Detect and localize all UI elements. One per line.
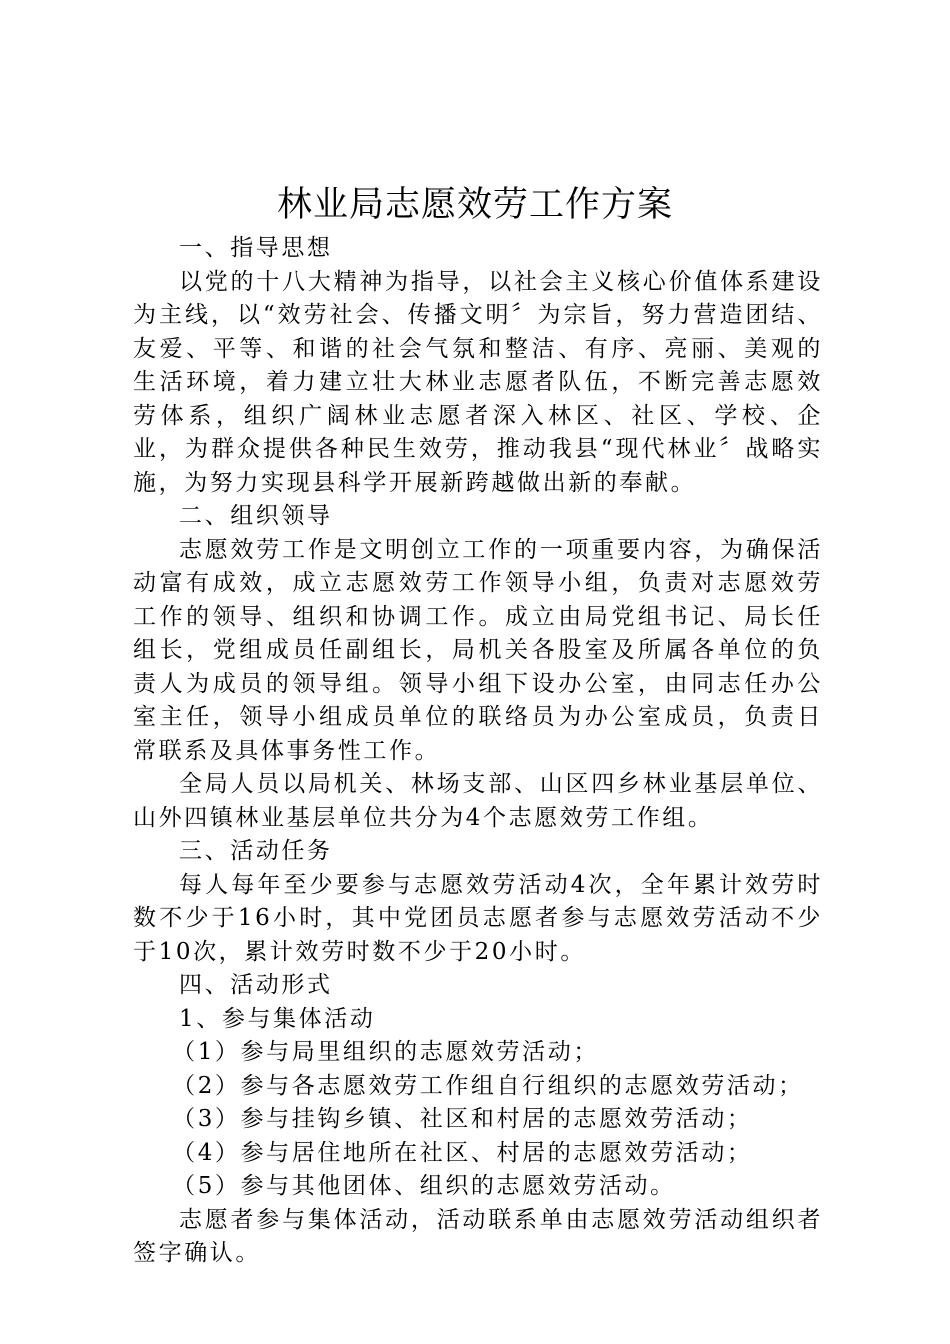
document-title: 林业局志愿效劳工作方案	[276, 185, 673, 225]
paragraph-confirmation: 志愿者参与集体活动，活动联系单由志愿效劳活动组织者签字确认。	[133, 1206, 823, 1266]
section-heading-forms: 四、活动形式	[179, 972, 333, 998]
list-item: （2）参与各志愿效劳工作组自行组织的志愿效劳活动；	[172, 1072, 804, 1099]
paragraph-guiding-ideology: 以党的十八大精神为指导，以社会主义核心价值体系建设为主线，以“效劳社会、传播文明〞为宗旨，努力营造团结、友爱、平等、和谐的社会气氛和整洁、有序、亮丽、美观的生活环境，着力建立壮大林业志愿者队伍，不断完善志愿效劳体系，组织广阔林业志愿者深入林区、社区、学校、企业，为群众提供各种民生效劳，推动我县“现代林业〞战略实施，为努力实现县科学开展新跨越做出新的奉献。	[133, 268, 823, 496]
document-body	[133, 232, 823, 1271]
list-item: （5）参与其他团体、组织的志愿效劳活动。	[172, 1173, 676, 1199]
list-item: （4）参与居住地所在社区、村居的志愿效劳活动；	[172, 1139, 753, 1166]
list-item: （3）参与挂钩乡镇、社区和村居的志愿效劳活动；	[172, 1106, 753, 1132]
section-heading-organization: 二、组织领导	[179, 503, 333, 529]
paragraph-tasks: 每人每年至少要参与志愿效劳活动4次，全年累计效劳时数不少于16小时，其中党团员志愿者参与志愿效劳活动不少于10次，累计效劳时数不少于20小时。	[133, 871, 823, 965]
section-heading-tasks: 三、活动任务	[179, 838, 333, 864]
subheading-collective-activities: 1、参与集体活动	[179, 1005, 376, 1032]
section-heading-guiding-ideology: 一、指导思想	[179, 235, 333, 261]
paragraph-work-groups: 全局人员以局机关、林场支部、山区四乡林业基层单位、山外四镇林业基层单位共分为4个志愿效劳工作组。	[133, 771, 823, 831]
list-item: （1）参与局里组织的志愿效劳活动；	[172, 1039, 599, 1065]
paragraph-organization: 志愿效劳工作是文明创立工作的一项重要内容，为确保活动富有成效，成立志愿效劳工作领导小组，负责对志愿效劳工作的领导、组织和协调工作。成立由局党组书记、局长任组长，党组成员任副组长，局机关各股室及所属各单位的负责人为成员的领导组。领导小组下设办公室，由同志任办公室主任，领导小组成员单位的联络员为办公室成员，负责日常联系及具体事务性工作。	[133, 536, 823, 764]
